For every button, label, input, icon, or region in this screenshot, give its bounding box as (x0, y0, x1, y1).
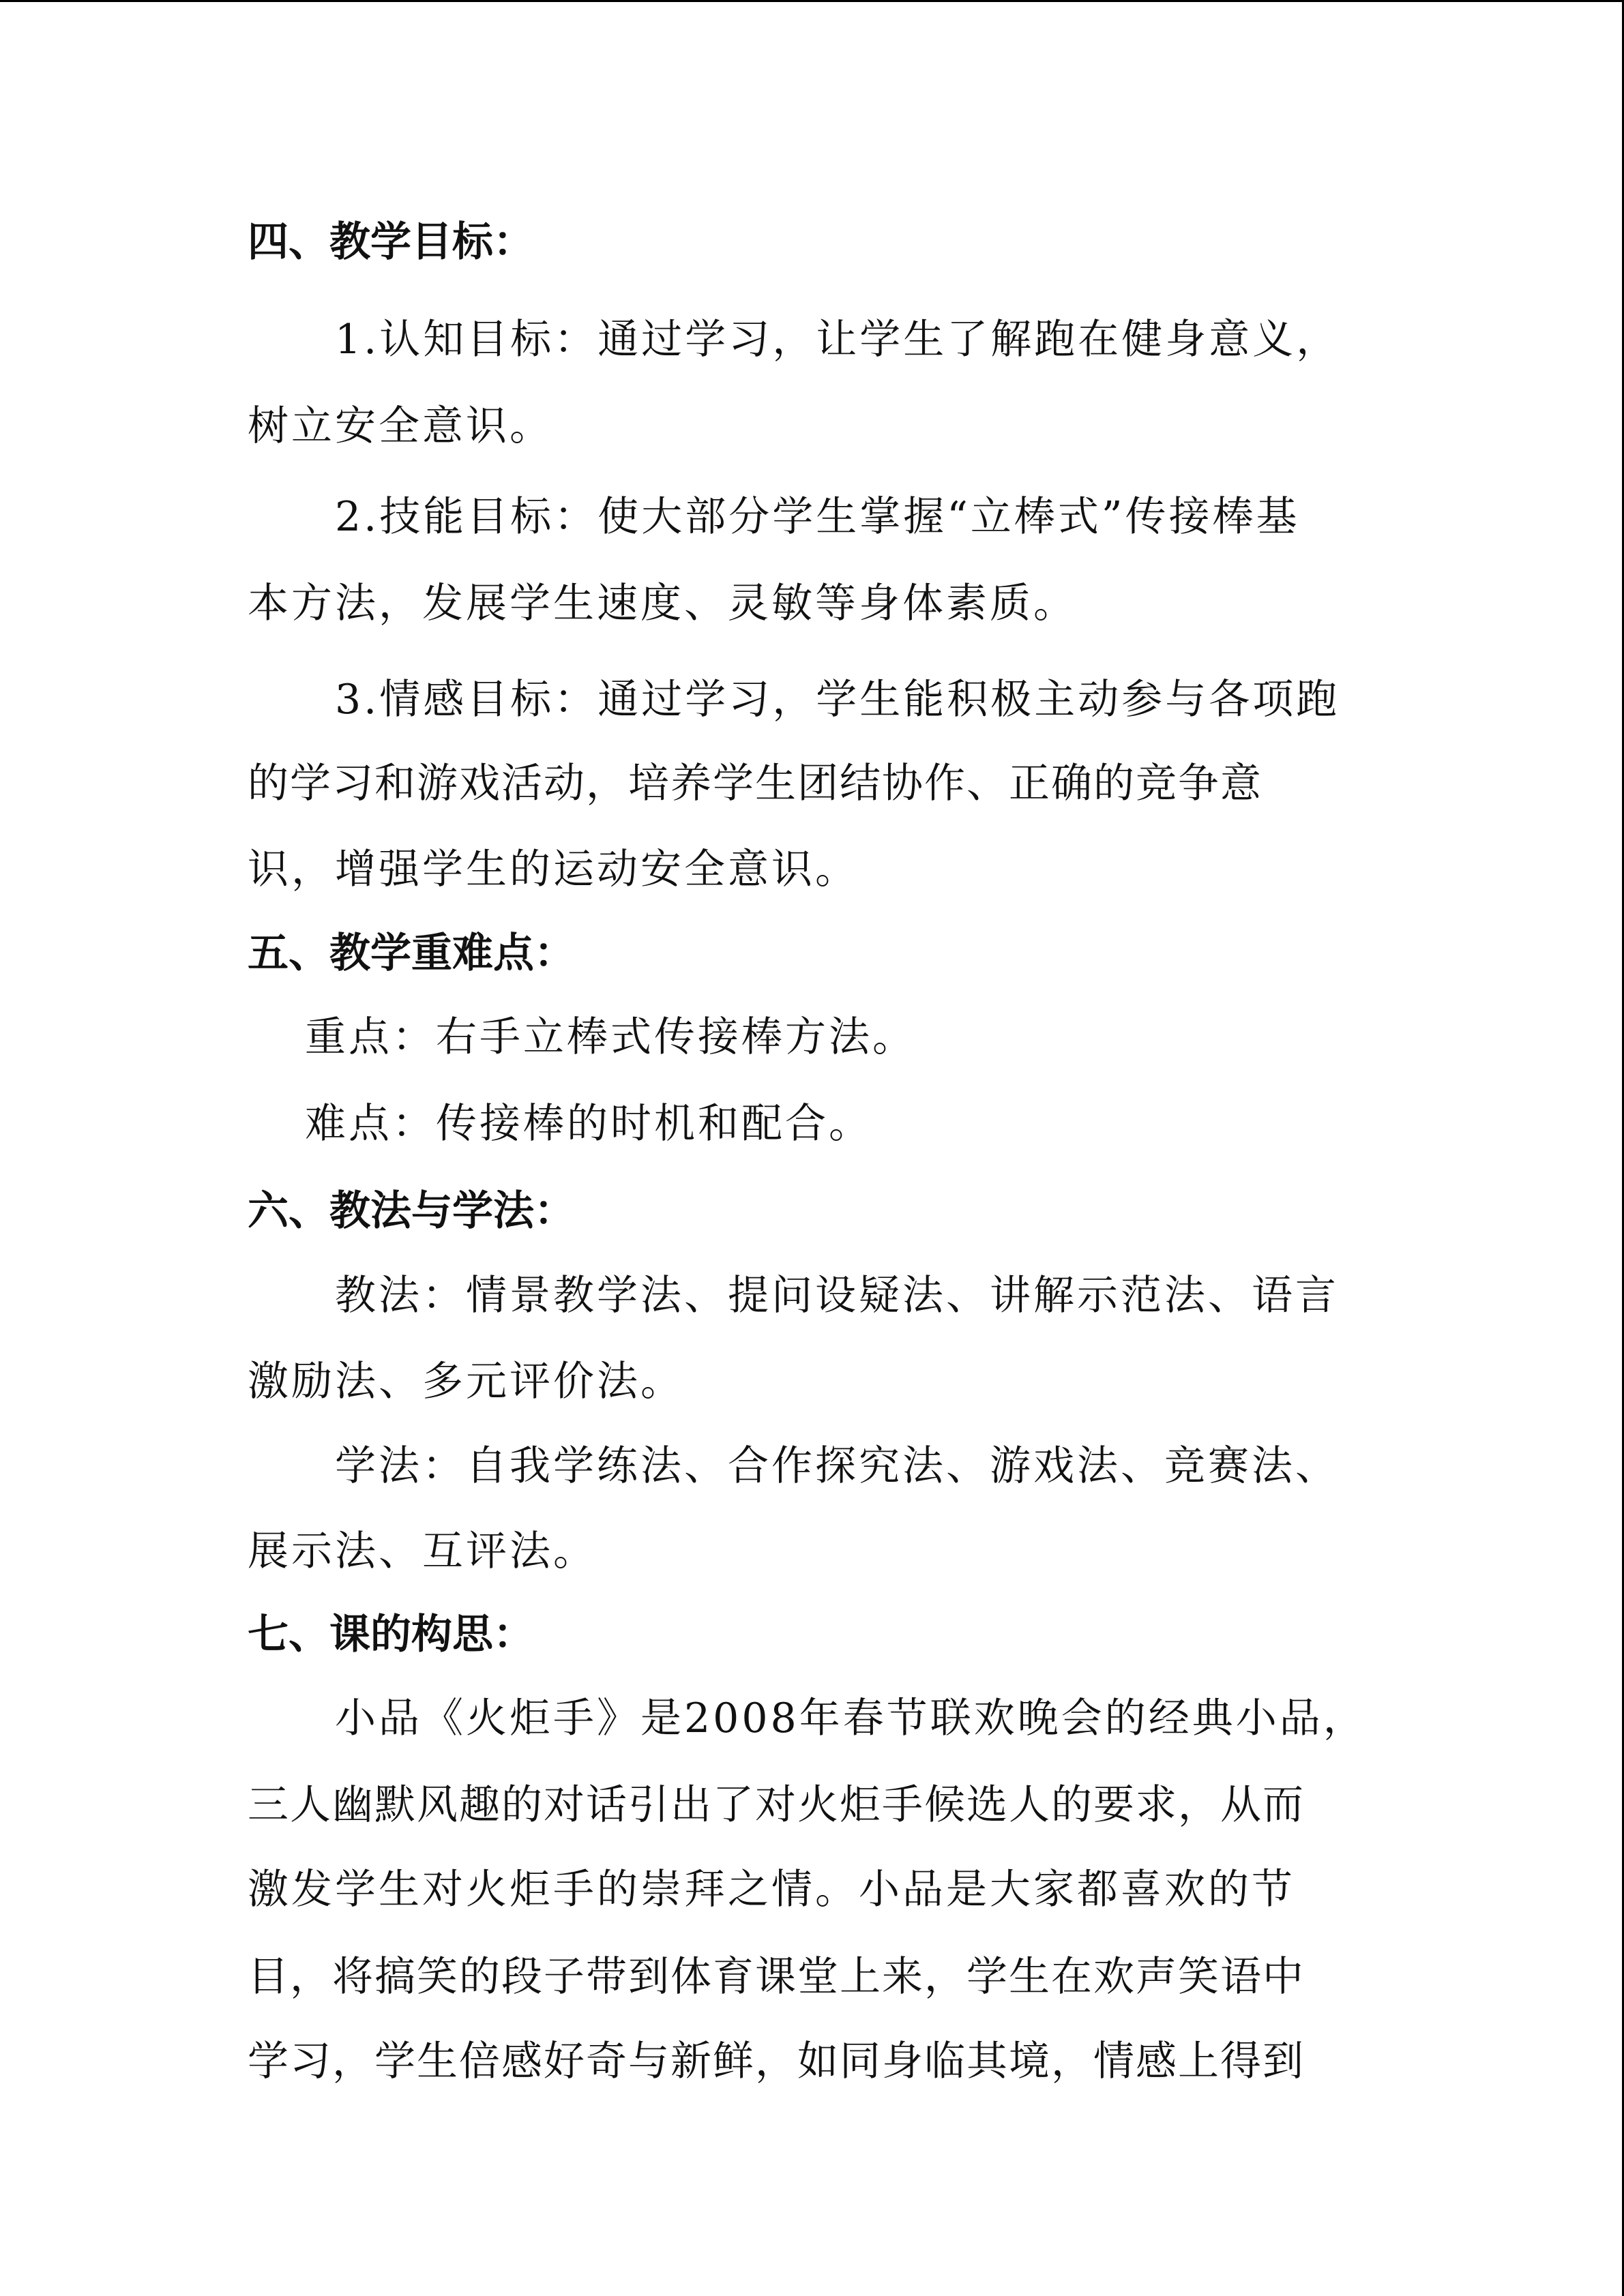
skill-goal-line-1: 2.技能目标：使大部分学生掌握“立棒式”传接棒基 (335, 493, 1300, 541)
concept-paragraph-line-2: 三人幽默风趣的对话引出了对火炬手候选人的要求，从而 (248, 1781, 1305, 1829)
teaching-methods-line-2: 激励法、多元评价法。 (248, 1358, 684, 1405)
learning-methods-line-2: 展示法、互评法。 (248, 1527, 597, 1575)
concept-paragraph-line-4: 目，将搞笑的段子带到体育课堂上来，学生在欢声笑语中 (248, 1953, 1305, 2001)
concept-paragraph-line-3: 激发学生对火炬手的崇拜之情。小品是大家都喜欢的节 (248, 1866, 1295, 1913)
concept-paragraph-line-1: 小品《火炬手》是2008年春节联欢晚会的经典小品， (335, 1695, 1367, 1742)
learning-methods-line-1: 学法：自我学练法、合作探究法、游戏法、竞赛法、 (335, 1442, 1339, 1490)
affective-goal-line-3: 识，增强学生的运动安全意识。 (248, 846, 859, 893)
skill-goal-line-2: 本方法，发展学生速度、灵敏等身体素质。 (248, 580, 1077, 627)
concept-paragraph-line-5: 学习，学生倍感好奇与新鲜，如同身临其境，情感上得到 (248, 2038, 1305, 2085)
cognitive-goal-line-2: 树立安全意识。 (248, 402, 553, 450)
difficulty-text: 难点：传接棒的时机和配合。 (305, 1100, 872, 1148)
cognitive-goal-line-1: 1.认知目标：通过学习，让学生了解跑在健身意义， (335, 316, 1340, 363)
section-7-heading: 七、课的构思： (248, 1611, 534, 1658)
affective-goal-line-1: 3.情感目标：通过学习，学生能积极主动参与各项跑 (335, 676, 1340, 724)
affective-goal-line-2: 的学习和游戏活动，培养学生团结协作、正确的竞争意 (248, 760, 1263, 807)
section-5-heading: 五、教学重难点： (248, 929, 575, 977)
teaching-methods-line-1: 教法：情景教学法、提问设疑法、讲解示范法、语言 (335, 1272, 1339, 1320)
section-6-heading: 六、教法与学法： (248, 1187, 575, 1235)
key-point-text: 重点：右手立棒式传接棒方法。 (305, 1013, 916, 1061)
section-4-heading: 四、教学目标： (248, 218, 534, 266)
